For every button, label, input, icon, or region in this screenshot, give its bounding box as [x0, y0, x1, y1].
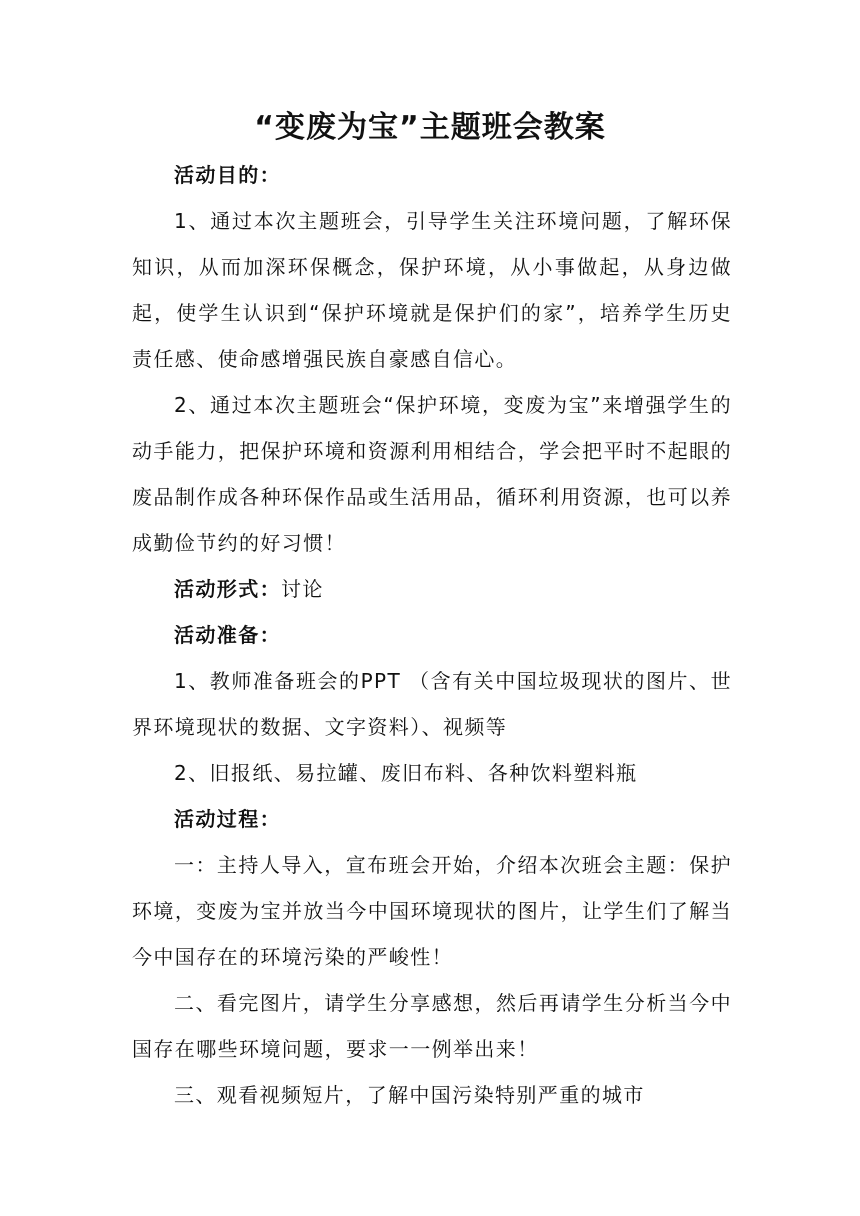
section-heading-preparation: 活动准备：: [174, 623, 281, 647]
section-heading-purpose: 活动目的：: [174, 163, 281, 187]
paragraph-preparation-2: 2、旧报纸、易拉罐、废旧布料、各种饮料塑料瓶: [174, 761, 638, 785]
activity-form-label: 活动形式：: [174, 577, 281, 601]
document-title: “变废为宝”主题班会教案: [254, 110, 606, 145]
paragraph-preparation-1: 1、教师准备班会的PPT （含有关中国垃圾现状的图片、世界环境现状的数据、文字资料）、视频等: [132, 669, 732, 739]
paragraph-process-3: 三、观看视频短片，了解中国污染特别严重的城市: [174, 1083, 645, 1107]
paragraph-activity-form: [132, 566, 732, 612]
paragraph-purpose-1: 1、通过本次主题班会，引导学生关注环境问题，了解环保知识，从而加深环保概念，保护环境，从小事做起，从身边做起，使学生认识到“保护环境就是保护们的家”，培养学生历史责任感、使命感增强民族自豪感自信心。: [132, 209, 732, 371]
section-heading-process: 活动过程：: [174, 807, 281, 831]
paragraph-purpose-2: 2、通过本次主题班会“保护环境，变废为宝”来增强学生的动手能力，把保护环境和资源利用相结合，学会把平时不起眼的废品制作成各种环保作品或生活用品，循环利用资源，也可以养成勤俭节约的好习惯！: [132, 393, 732, 555]
paragraph-process-1: 一：主持人导入，宣布班会开始，介绍本次班会主题：保护环境，变废为宝并放当今中国环境现状的图片，让学生们了解当今中国存在的环境污染的严峻性！: [132, 853, 732, 969]
paragraph-process-2: 二、看完图片，请学生分享感想，然后再请学生分析当今中国存在哪些环境问题，要求一一例举出来！: [132, 991, 732, 1061]
document-body: [132, 152, 732, 1118]
activity-form-value: 讨论: [281, 577, 324, 601]
